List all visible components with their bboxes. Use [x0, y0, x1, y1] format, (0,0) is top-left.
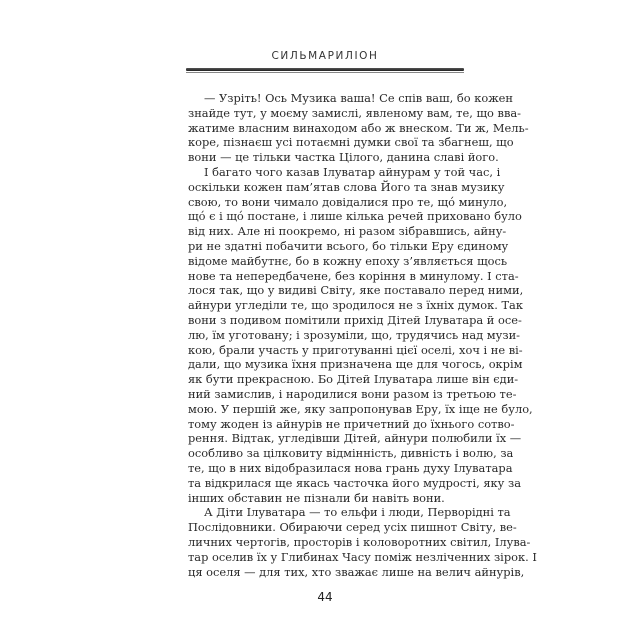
header-rule	[186, 68, 464, 71]
page-number: 44	[317, 590, 333, 604]
text-line: інших обставин не пізнали би навіть вони.	[188, 490, 445, 505]
text-line: вони з подивом помітили прихід Дітей Ілуватара й осе-	[188, 312, 522, 327]
text-line: оскільки кожен пам’ятав слова Його та знав музику	[188, 179, 505, 194]
text-line: мою. У першій же, яку запропонував Еру, їх іще не було,	[188, 401, 533, 416]
text-line: Послідовники. Обираючи серед усіх пишнот Світу, ве-	[188, 520, 517, 535]
text-line: лю, їм уготовану; і зрозуміли, що, трудячись над музи-	[188, 327, 521, 342]
text-line: тар оселив їх у Глибинах Часу поміж незліченних зірок. І	[188, 549, 537, 564]
text-line: жатиме власним винаходом або ж внеском. Ти ж, Мель-	[188, 120, 529, 135]
text-line: рення. Відтак, угледівши Дітей, айнури полюбили їх —	[188, 431, 522, 446]
header-rule-thin	[186, 72, 464, 73]
text-line: ний замислив, і народилися вони разом із третьою те-	[188, 386, 517, 401]
text-line: те, що в них відобразилася нова грань духу Ілуватара	[188, 460, 513, 475]
text-line: дали, що музика їхня призначена ще для чогось, окрім	[188, 357, 523, 372]
text-line: нове та непередбачене, без коріння в минулому. І ста-	[188, 268, 519, 283]
text-line: вони — це тільки частка Цілого, данина славі його.	[188, 150, 499, 165]
text-line: личних чертогів, просторів і коловоротних світил, Ілува-	[188, 534, 531, 549]
text-line: особливо за цілковиту відмінність, дивність і волю, за	[188, 446, 514, 461]
text-line: свою, то вони чимало довідалися про те, щó минуло,	[188, 194, 508, 209]
running-header: СИЛЬМАРИЛІОН	[271, 50, 379, 62]
text-line: знайде тут, у моєму замислі, явленому вам, те, що вва-	[188, 105, 521, 120]
text-line: І багато чого казав Ілуватар айнурам у той час, і	[204, 164, 501, 179]
text-line: ри не здатні побачити всього, бо тільки Еру єдиному	[188, 238, 509, 253]
text-line: ця оселя — для тих, хто зважає лише на велич айнурів,	[188, 564, 525, 579]
text-line: — Узріть! Ось Музика ваша! Се спів ваш, бо кожен	[204, 91, 513, 105]
text-line: айнури угледіли те, що зродилося не з їхніх думок. Так	[188, 298, 523, 313]
page-body-text	[188, 91, 537, 579]
text-line: щó є і щó постане, і лише кілька речей приховано було	[188, 209, 522, 224]
text-line: коре, пізнаєш усі потаємні думки свої та збагнеш, що	[188, 135, 514, 150]
text-line: відоме майбутнє, бо в кожну епоху з’являється щось	[188, 253, 508, 268]
text-line: лося так, що у видиві Світу, яке поставало перед ними,	[188, 283, 524, 298]
text-line: А Діти Ілуватара — то ельфи і люди, Перворідні та	[204, 505, 511, 520]
text-line: як бути прекрасною. Бо Дітей Ілуватара лише він єди-	[188, 372, 519, 387]
text-line: та відкрилася ще якась часточка його мудрості, яку за	[188, 475, 521, 490]
text-line: кою, брали участь у приготуванні цієї оселі, хоч і не ві-	[188, 342, 523, 357]
text-line: тому жоден із айнурів не причетний до їхнього сотво-	[188, 416, 515, 431]
text-line: від них. Але ні поокремо, ні разом зібравшись, айну-	[188, 224, 507, 239]
